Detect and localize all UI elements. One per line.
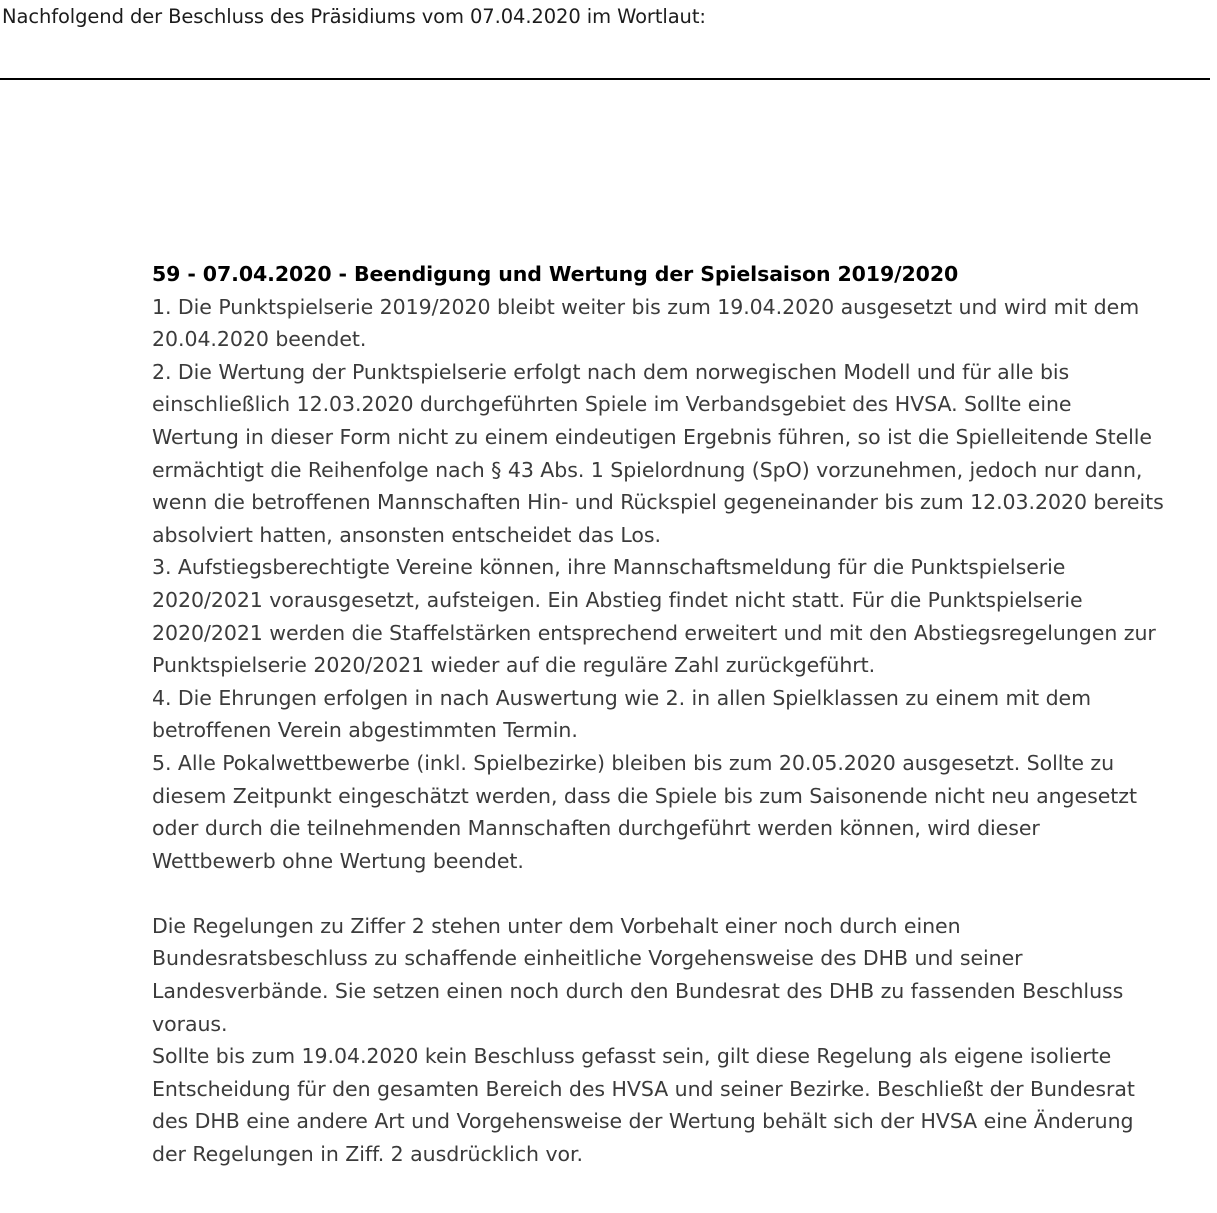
closing-paragraph-2: Sollte bis zum 19.04.2020 kein Beschluss gefasst sein, gilt diese Regelung als eigene isolierte Entscheidung für den gesamten Bereich des HVSA und seiner Bezirke. Beschließt der Bundesrat des DHB eine andere Art und Vorgehensweise der Wertung behält sich der HVSA eine Änderung der Regelungen in Ziff. 2 ausdrücklich vor.: [152, 1044, 1135, 1167]
closing-paragraph-1: Die Regelungen zu Ziffer 2 stehen unter dem Vorbehalt einer noch durch einen Bundesratsbeschluss zu schaffende einheitliche Vorgehensweise des DHB und seiner Landesverbände. Sie setzen einen noch durch den Bundesrat des DHB zu fassenden Beschluss voraus.: [152, 913, 1124, 1036]
resolution-title: 59 - 07.04.2020 - Beendigung und Wertung der Spielsaison 2019/2020: [152, 262, 959, 286]
clause-item-1: 1. Die Punktspielserie 2019/2020 bleibt weiter bis zum 19.04.2020 ausgesetzt und wird mit dem 20.04.2020 beendet.: [152, 294, 1140, 352]
section-divider: [0, 78, 1210, 80]
intro-paragraph: Nachfolgend der Beschluss des Präsidiums vom 07.04.2020 im Wortlaut:: [2, 5, 706, 28]
clause-item-5: 5. Alle Pokalwettbewerbe (inkl. Spielbezirke) bleiben bis zum 20.05.2020 ausgesetzt. Sollte zu diesem Zeitpunkt eingeschätzt werden, dass die Spiele bis zum Saisonende nicht neu angesetzt oder durch die teilnehmenden Mannschaften durchgeführt werden können, wird dieser Wettbewerb ohne Wertung beendet.: [152, 750, 1137, 873]
paragraph-spacer: [152, 877, 1164, 910]
clause-item-3: 3. Aufstiegsberechtigte Vereine können, ihre Mannschaftsmeldung für die Punktspielserie 2020/2021 vorausgesetzt, aufsteigen. Ein Abstieg findet nicht statt. Für die Punktspielserie 2020/2021 werden die Staffelstärken entsprechend erweitert und mit den Abstiegsregelungen zur Punktspielserie 2020/2021 wieder auf die reguläre Zahl zurückgeführt.: [152, 555, 1156, 678]
resolution-body: [152, 258, 1164, 1171]
clause-item-2: 2. Die Wertung der Punktspielserie erfolgt nach dem norwegischen Modell und für alle bis einschließlich 12.03.2020 durchgeführten Spiele im Verbandsgebiet des HVSA. Sollte eine Wertung in dieser Form nicht zu einem eindeutigen Ergebnis führen, so ist die Spielleitende Stelle ermächtigt die Reihenfolge nach § 43 Abs. 1 Spielordnung (SpO) vorzunehmen, jedoch nur dann, wenn die betroffenen Mannschaften Hin- und Rückspiel gegeneinander bis zum 12.03.2020 bereits absolviert hatten, ansonsten entscheidet das Los.: [152, 359, 1164, 547]
clause-item-4: 4. Die Ehrungen erfolgen in nach Auswertung wie 2. in allen Spielklassen zu einem mit dem betroffenen Verein abgestimmten Termin.: [152, 685, 1092, 743]
